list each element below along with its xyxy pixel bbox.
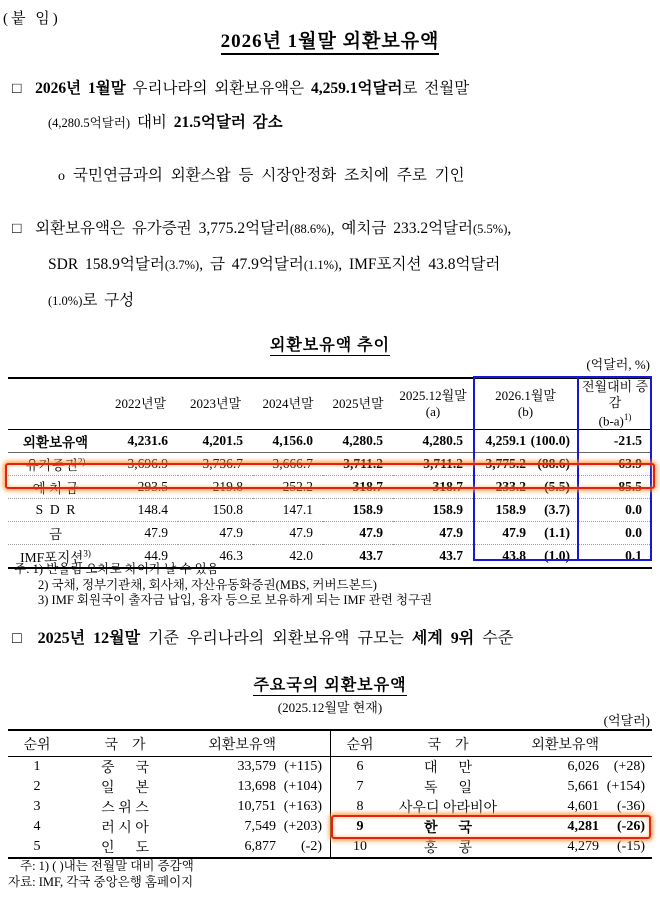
- cell: 252.2: [282, 479, 313, 495]
- header-rank: 순위: [346, 737, 374, 753]
- header-mom-change: 전월대비 증감 $(b-a)^{1)}$: [581, 379, 649, 428]
- square-bullet-icon: □: [12, 220, 22, 237]
- table2-left-half: [8, 731, 330, 857]
- circle-bullet-icon: o: [58, 169, 65, 184]
- table-row-germany: 7 독 일 5,661 (+154): [356, 779, 645, 796]
- paragraph-line: □ 외환보유액은 유가증권 3,775.2억달러(88.6%), 예치금 233.2억달러(5.5%),: [12, 220, 512, 237]
- cell: 219.8: [212, 479, 243, 495]
- header-rank: 순위: [23, 737, 51, 753]
- cell-current: 47.9 (1.1): [502, 525, 570, 541]
- row-label: 예 치 금: [32, 481, 79, 497]
- table-row-switzerland: 3 스 위 스 10,751 (+163): [33, 799, 322, 816]
- cell: 4,280.5: [422, 433, 463, 449]
- table-row-hong-kong: 10 홍 콩 4,279 (-15): [353, 839, 645, 856]
- header-2023: 2023년말: [189, 395, 242, 411]
- row-label: IMF포지션$^{3)}$: [20, 548, 91, 565]
- reserves-trend-table: [8, 377, 652, 569]
- row-label: 외환보유액: [22, 435, 89, 451]
- cell: 47.9: [144, 525, 168, 541]
- table2-header-row: [331, 731, 652, 757]
- note-line: 2) 국채, 정부기관채, 회사채, 자산유동화증권(MBS, 커버드본드): [38, 577, 377, 592]
- cell-current: 158.9 (3.7): [495, 502, 570, 518]
- cell-current: 4,259.1 (100.0): [485, 433, 570, 449]
- table-row-korea-highlighted: 9 한 국 4,281 (-26): [356, 819, 645, 836]
- table1-header-row: [8, 378, 652, 430]
- header-2024: 2024년말: [262, 395, 314, 411]
- table-row-securities: [8, 453, 652, 476]
- cell: 158.9: [432, 502, 463, 518]
- table-row-saudi-arabia: 8 사우디 아라비아 4,601 (-36): [356, 799, 645, 816]
- table2-notes: [8, 859, 194, 890]
- note-line: 주: 1) ( )내는 전월말 대비 증감액: [20, 859, 194, 873]
- cell-current: 233.2 (5.5): [495, 479, 570, 495]
- table2-subtitle: (2025.12월말 현재): [277, 700, 383, 715]
- cell: 148.4: [137, 502, 168, 518]
- cell-change: 63.9: [618, 456, 642, 472]
- cell-current: 3,775.2 (88.6): [485, 456, 570, 472]
- cell: 47.9: [439, 525, 463, 541]
- major-countries-table: [8, 729, 652, 859]
- cell-change: 0.0: [625, 525, 642, 541]
- table-row-sdr: [8, 499, 652, 522]
- cell: 147.1: [282, 502, 313, 518]
- paragraph-line: SDR 158.9억달러(3.7%), 금 47.9억달러(1.1%), IMF포지션 43.8억달러: [48, 256, 501, 273]
- table-row-japan: 2 일 본 13,698 (+104): [33, 779, 322, 796]
- header-2025-12: 2025.12월말 (a): [399, 387, 467, 420]
- cell: 4,201.5: [202, 433, 243, 449]
- table2-header-row: [8, 731, 330, 757]
- paragraph-line: (4,280.5억달러) 대비 21.5억달러 감소: [48, 114, 283, 131]
- header-2022: 2022년말: [114, 395, 167, 411]
- row-label: S D R: [35, 502, 76, 518]
- cell: 43.7: [359, 547, 383, 563]
- cell: 44.9: [144, 547, 168, 563]
- cell: 318.7: [432, 479, 463, 495]
- table-row-total: [8, 430, 652, 453]
- table-row-russia: 4 러 시 아 7,549 (+203): [33, 819, 322, 836]
- row-label: 유가증권$^{2)}$: [25, 456, 86, 474]
- cell: 4,156.0: [272, 433, 313, 449]
- header-2025: 2025년말: [332, 395, 384, 411]
- cell: 4,231.6: [127, 433, 168, 449]
- cell: 47.9: [359, 525, 383, 541]
- cell: 158.9: [352, 502, 383, 518]
- cell: 42.0: [289, 547, 313, 563]
- table-row-gold: [8, 522, 652, 545]
- cell: 150.8: [212, 502, 243, 518]
- row-label: 금: [48, 527, 63, 543]
- cell: 3,711.2: [423, 456, 463, 472]
- cell-change: 0.0: [625, 502, 642, 518]
- table1-notes: [14, 562, 432, 609]
- header-country: 국 가: [104, 737, 146, 753]
- cell: 46.3: [219, 547, 243, 563]
- header-country: 국 가: [427, 737, 469, 753]
- source-line: 자료: IMF, 각국 중앙은행 홈페이지: [8, 874, 194, 889]
- header-reserves: 외환보유액: [208, 737, 276, 753]
- paragraph-line: (1.0%)로 구성: [48, 292, 135, 309]
- cell: 43.7: [439, 547, 463, 563]
- cell: 3,696.9: [127, 456, 168, 472]
- cell: 3,666.7: [272, 456, 313, 472]
- cell: 4,280.5: [342, 433, 383, 449]
- table-row-taiwan: 6 대 만 6,026 (+28): [356, 759, 645, 776]
- table2-right-half: [330, 731, 652, 857]
- note-line: 3) IMF 회원국이 출자금 납입, 융자 등으로 보유하게 되는 IMF 관련 청구권: [38, 593, 433, 607]
- header-reserves: 외환보유액: [531, 737, 599, 753]
- document-title: 2026년 1월말 외환보유액: [0, 26, 660, 53]
- world-rank-paragraph: □ 2025년 12월말 기준 우리나라의 외환보유액 규모는 세계 9위 수준: [12, 630, 514, 647]
- cell: 3,736.7: [202, 456, 243, 472]
- composition-paragraph: [12, 218, 654, 326]
- header-2026-01: 2026.1월말 (b): [495, 387, 556, 420]
- table2-title: 주요국의 외환보유액: [253, 677, 407, 694]
- cell: 293.5: [137, 479, 168, 495]
- table-row-china: 1 중 국 33,579 (+115): [33, 759, 322, 776]
- header-empty: [8, 378, 103, 430]
- attachment-label: (붙 임): [3, 11, 61, 27]
- table-row-deposits-highlighted: [8, 476, 652, 499]
- table1-unit-label: (억달러, %): [586, 357, 650, 372]
- cell: 47.9: [219, 525, 243, 541]
- cell: 3,711.2: [343, 456, 383, 472]
- cell-current: 43.8 (1.0): [502, 547, 570, 563]
- note-line: 주: 1) 반올림 오차로 차이가 날 수 있음: [14, 562, 219, 576]
- table2-unit-label: (억달러): [603, 713, 650, 728]
- cell-change: -85.5: [613, 479, 642, 495]
- cell: 318.7: [352, 479, 383, 495]
- square-bullet-icon: □: [12, 80, 22, 97]
- sub-bullet-cause: o 국민연금과의 외환스왑 등 시장안정화 조치에 주로 기인: [58, 167, 465, 184]
- cell-change: -21.5: [613, 433, 642, 449]
- table-row-india: 5 인 도 6,877 (-2): [33, 839, 322, 856]
- cell-change: 0.1: [625, 547, 642, 563]
- square-bullet-icon: □: [12, 630, 22, 647]
- paragraph-line: □ 2026년 1월말 우리나라의 외환보유액은 4,259.1억달러로 전월말: [12, 80, 470, 97]
- table1-title: 외환보유액 추이: [269, 337, 391, 354]
- summary-paragraph-reserves: [12, 78, 654, 146]
- cell: 47.9: [289, 525, 313, 541]
